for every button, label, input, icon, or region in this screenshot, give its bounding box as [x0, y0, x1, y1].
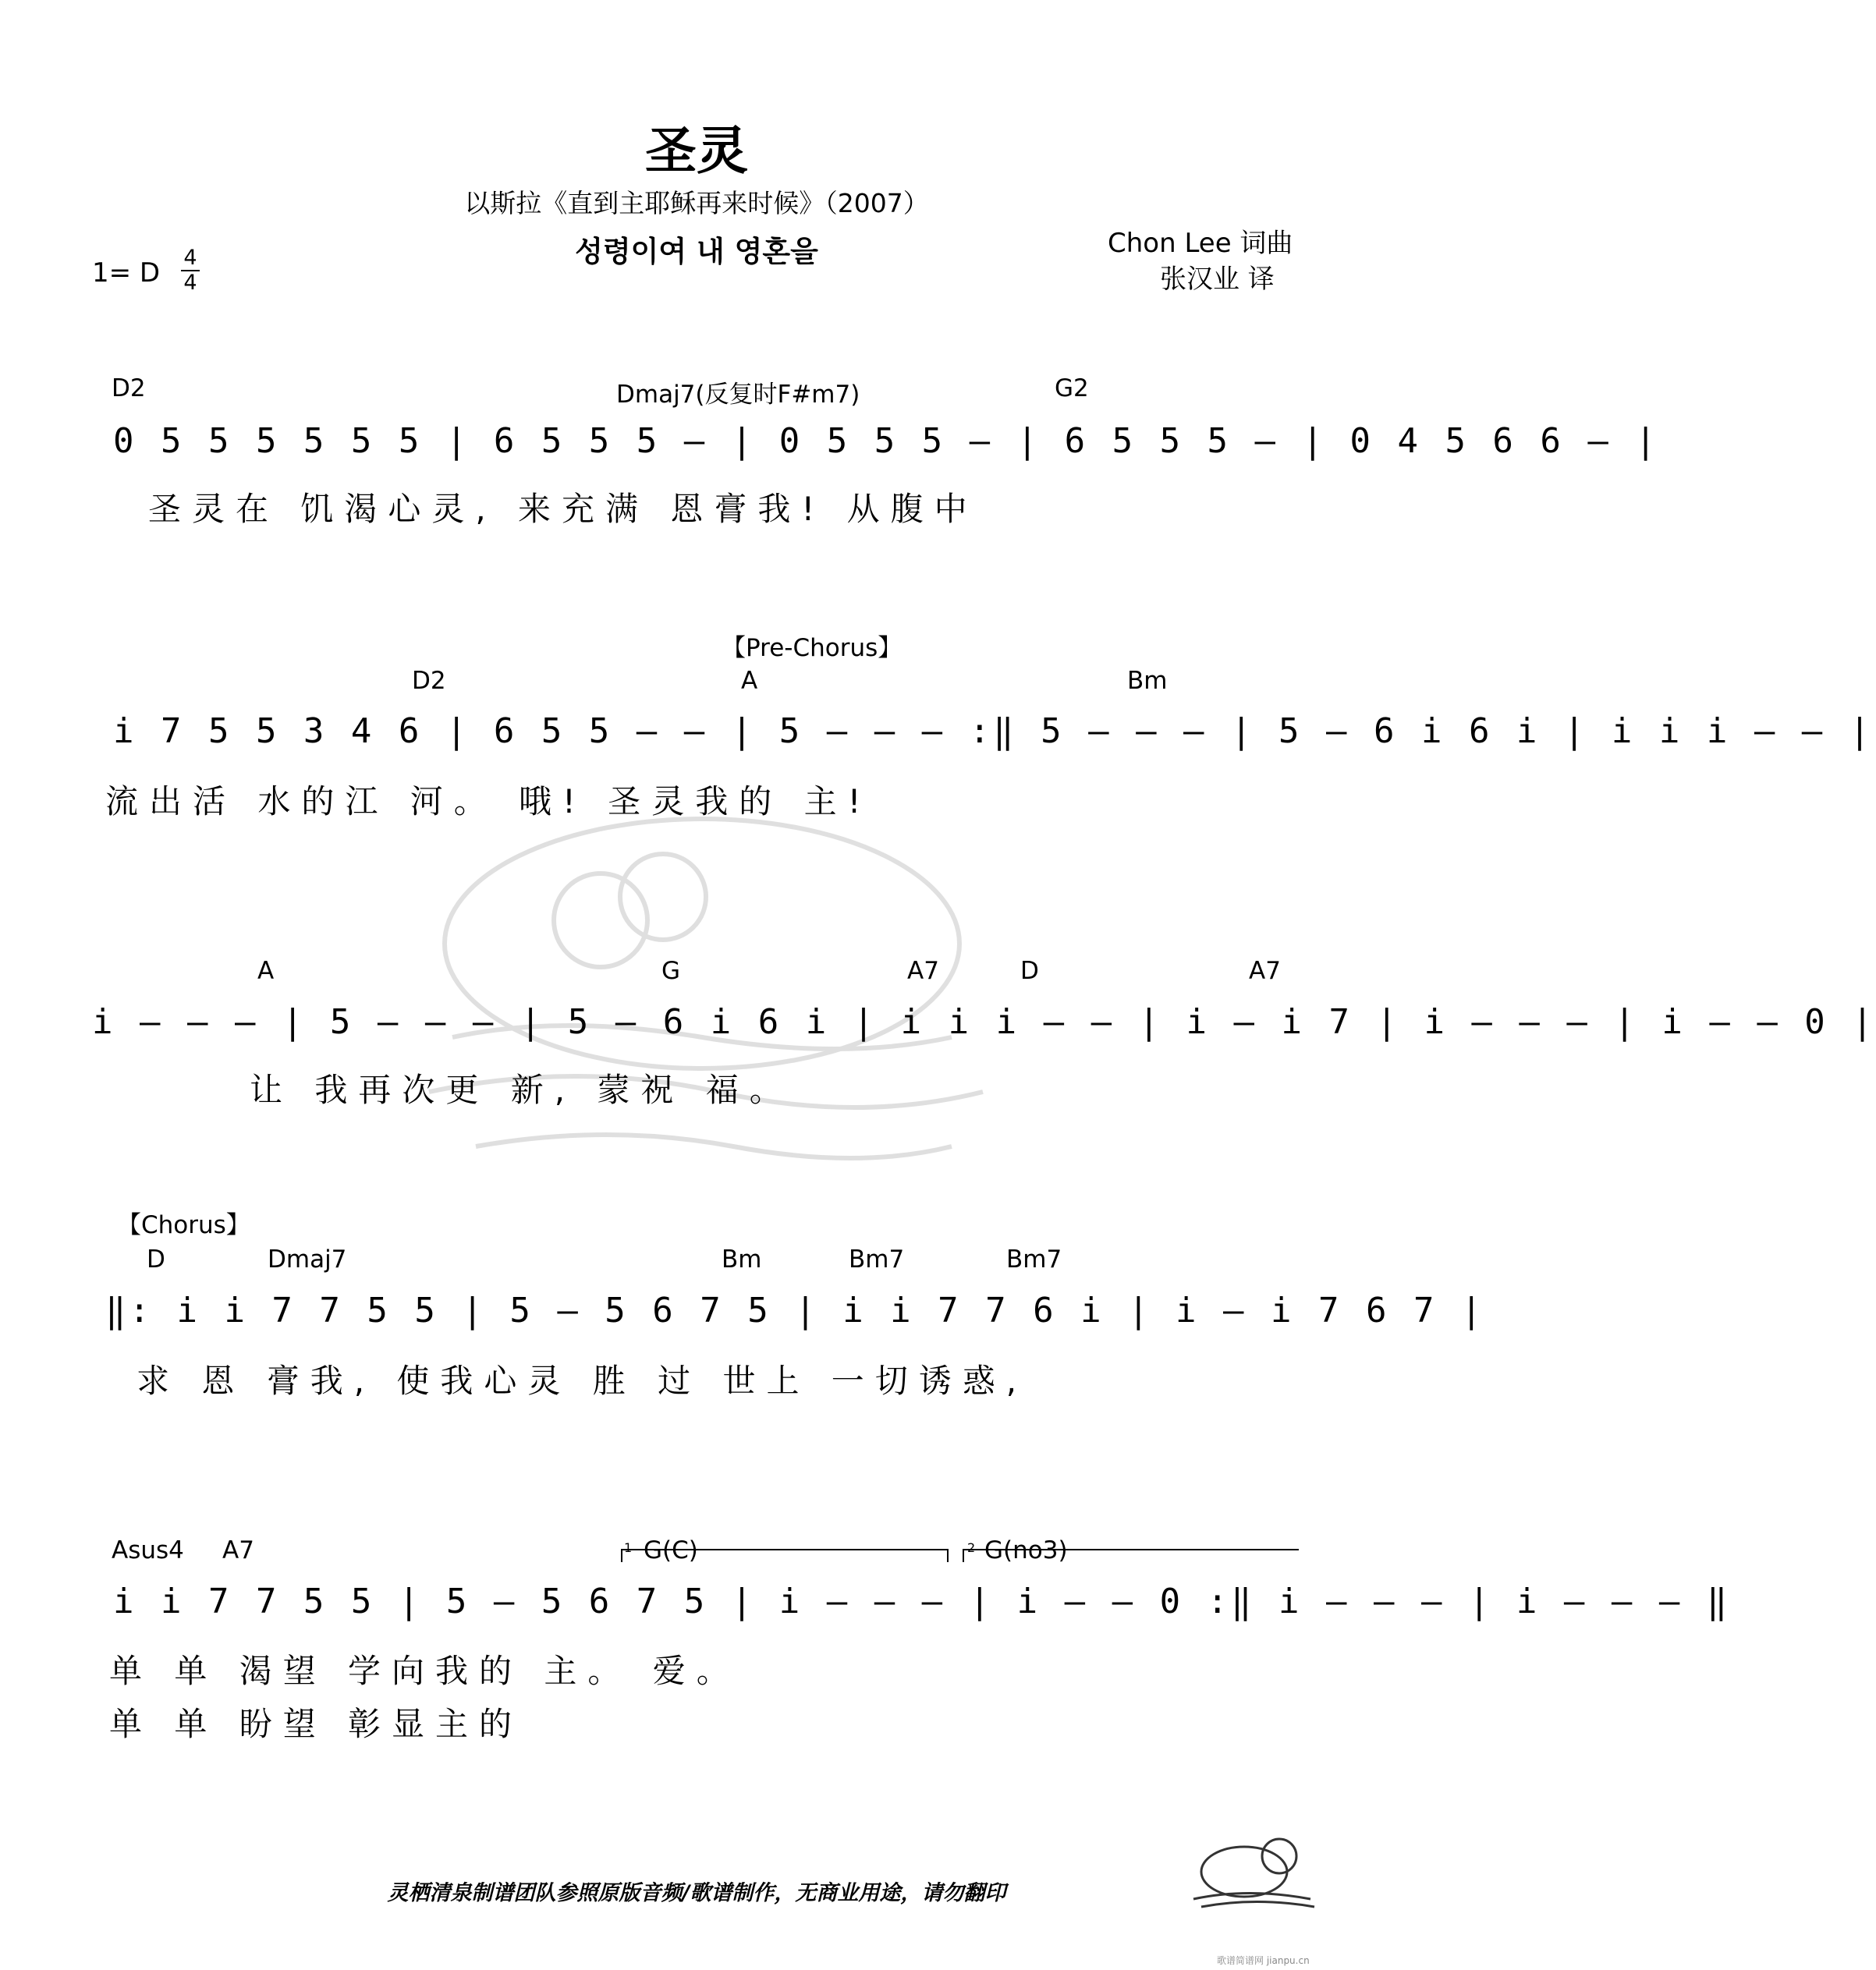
chord: A7	[222, 1536, 254, 1564]
lyric-line: 求 恩 膏我, 使我心灵 胜 过 世上 一切诱惑,	[137, 1362, 1028, 1400]
sheep-logo-icon	[1186, 1825, 1318, 1911]
ending-brackets	[620, 1548, 1385, 1564]
lyric-line: 让 我再次更 新, 蒙祝 福。	[250, 1071, 793, 1109]
second-ending-mark: 2	[967, 1540, 976, 1555]
composer-credit: Chon Lee 词曲	[1108, 228, 1293, 259]
notation-line: 0 5 5 5 5 5 5 | 6 5 5 5 — | 0 5 5 5 — | 6 5 5 5 — | 0 4 5 6 6 — |	[113, 421, 1659, 461]
first-ending-mark: 1	[624, 1540, 633, 1555]
chord: G(no3)	[984, 1536, 1068, 1564]
notation-line: ‖: i i 7 7 5 5 | 5 — 5 6 7 5 | i i 7 7 6 i | i — i 7 6 7 |	[105, 1291, 1485, 1330]
chord: D	[1020, 957, 1039, 985]
chord: Bm7	[1006, 1245, 1062, 1274]
site-mark: 歌谱简谱网 jianpu.cn	[1217, 1955, 1310, 1966]
chord: A	[741, 667, 758, 695]
notation-line: i 7 5 5 3 4 6 | 6 5 5 — — | 5 — — — :‖ 5 — — — | 5 — 6 i 6 i | i i i — — |	[113, 711, 1874, 751]
chord: D	[147, 1245, 165, 1274]
notation-line: i — — — | 5 — — — | 5 — 6 i 6 i | i i i — — | i — i 7 | i — — — | i — — 0 |	[92, 1002, 1876, 1042]
watermark-logo	[406, 780, 998, 1217]
chord: A	[257, 957, 275, 985]
chord: Asus4	[112, 1536, 184, 1564]
song-subtitle: 以斯拉《直到主耶稣再来时候》（2007）	[464, 188, 929, 218]
time-signature-top: 4	[183, 246, 197, 270]
key-signature: 1= D	[92, 257, 161, 289]
lyric-line: 单 单 渴望 学向我的 主。 爱。	[109, 1652, 740, 1690]
lyric-line: 单 单 盼望 彰显主的	[109, 1705, 523, 1743]
footer-note: 灵栖清泉制谱团队参照原版音频/歌谱制作，无商业用途，请勿翻印	[387, 1881, 1006, 1905]
korean-title: 성령이여 내 영혼을	[575, 235, 818, 268]
time-signature	[181, 248, 200, 293]
chord: G	[661, 957, 681, 985]
chord: G2	[1055, 374, 1089, 402]
chord: A7	[1249, 957, 1281, 985]
chord: G(C)	[644, 1536, 698, 1564]
chord: D2	[412, 667, 446, 695]
notation-line: i i 7 7 5 5 | 5 — 5 6 7 5 | i — — — | i — — 0 :‖ i — — — | i — — — ‖	[113, 1582, 1731, 1621]
chord: D2	[112, 374, 146, 402]
chord: Dmaj7	[268, 1245, 347, 1274]
lyric-line: 圣灵在 饥渴心灵, 来充满 恩膏我! 从腹中	[148, 490, 978, 528]
chord: Bm7	[849, 1245, 905, 1274]
chord: Dmaj7(反复时F#m7)	[616, 381, 860, 409]
section-label-chorus: 【Chorus】	[117, 1211, 250, 1239]
chord: Bm	[722, 1245, 762, 1274]
chord: A7	[907, 957, 939, 985]
song-title: 圣灵	[645, 121, 748, 181]
lyric-line: 流出活 水的江 河。 哦! 圣灵我的 主!	[105, 782, 872, 820]
section-label-pre-chorus: 【Pre-Chorus】	[722, 634, 903, 662]
translator-credit: 张汉业 译	[1160, 264, 1275, 295]
time-signature-bottom: 4	[183, 271, 197, 295]
chord: Bm	[1127, 667, 1168, 695]
